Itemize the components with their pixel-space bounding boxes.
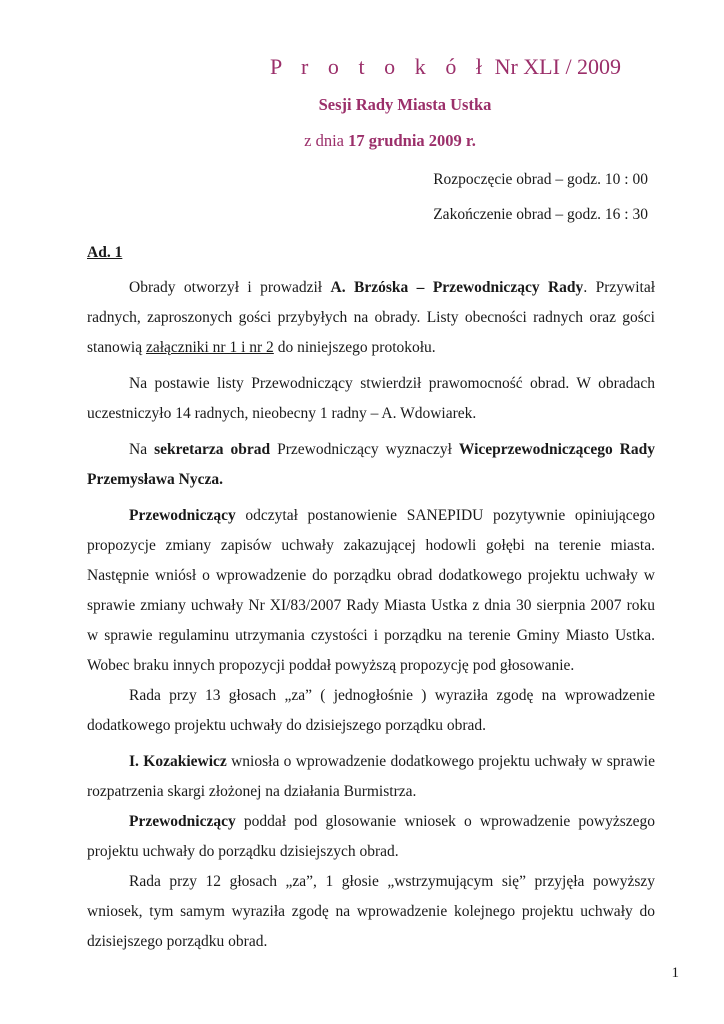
p1-text-e: do niniejszego protokołu. [273, 339, 436, 356]
p1-attachments: załączniki nr 1 i nr 2 [145, 339, 274, 356]
paragraph-vote-2: Rada przy 12 głosach „za”, 1 głosie „wstrzymującym się” przyjęła powyższy wniosek, tym samym wyraziła zgodę na wprowadzenie kolejnego projektu uchwały do dzisiejszego porządku obrad. [87, 873, 655, 950]
p3-secretary-label: sekretarza obrad [154, 441, 271, 458]
paragraph-quorum: Na postawie listy Przewodniczący stwierdził prawomocność obrad. W obradach uczestniczyło 14 radnych, nieobecny 1 radny – A. Wdowiarek. [87, 375, 655, 422]
protocol-title [270, 54, 621, 80]
start-time: Rozpoczęcie obrad – godz. 10 : 00 [433, 171, 648, 188]
p7-chair: Przewodniczący [129, 813, 236, 830]
session-date [0, 131, 724, 151]
p3-text-c: Przewodniczący wyznaczył [270, 441, 459, 458]
date-prefix: z dnia [304, 131, 349, 150]
title-spaced: P r o t o k ó ł [270, 54, 490, 79]
p1-text-a: Obrady otworzył i prowadził [129, 279, 331, 296]
paragraph-kozakiewicz [87, 747, 655, 807]
p1-text-c: . Przywitał radnych, zaproszonych gości przybyłych na obrady. Listy obecności radnych oraz gości stanowią [87, 279, 656, 356]
paragraph-vote-1: Rada przy 13 głosach „za” ( jednogłośnie ) wyraziła zgodę na wprowadzenie dodatkowego projektu uchwały do dzisiejszego porządku obrad. [87, 687, 655, 734]
session-subtitle: Sesji Rady Miasta Ustka [318, 95, 492, 114]
paragraph-secretary [87, 435, 655, 495]
protocol-body [87, 273, 655, 957]
p7-text: poddał pod glosowanie wniosek o wprowadzenie powyższego projektu uchwały do porządku dzisiejszych obrad. [87, 813, 655, 860]
p3-text-a: Na [129, 441, 155, 458]
page-number: 1 [671, 965, 679, 981]
p6-name: I. Kozakiewicz [129, 753, 227, 770]
title-number: Nr XLI / 2009 [489, 54, 622, 79]
paragraph-vote-call [87, 807, 655, 867]
paragraph-sanepid [87, 501, 655, 681]
end-time: Zakończenie obrad – godz. 16 : 30 [433, 206, 648, 223]
p1-chair-name: A. Brzóska – Przewodniczący Rady [330, 279, 584, 296]
date-value: 17 grudnia 2009 r. [348, 131, 476, 150]
section-heading: Ad. 1 [87, 244, 123, 261]
paragraph-opening [87, 273, 655, 363]
p3-vice-chair: Wiceprzewodniczącego Rady Przemysława Nycza. [87, 441, 655, 488]
p6-text: wniosła o wprowadzenie dodatkowego projektu uchwały w sprawie rozpatrzenia skargi złożonej na działania Burmistrza. [87, 753, 655, 800]
p4-text: odczytał postanowienie SANEPIDU pozytywnie opiniującego propozycje zmiany zapisów uchwały zakazującej hodowli gołębi na terenie miasta. Następnie wniósł o wprowadzenie do porządku obrad dodatkowego projektu uchwały w sprawie zmiany uchwały Nr XI/83/2007 Rady Miasta Ustka z dnia 30 sierpnia 2007 roku w sprawie regulaminu utrzymania czystości i porządku na terenie Gminy Miasto Ustka. Wobec braku innych propozycji poddał powyższą propozycję pod głosowanie. [87, 507, 655, 674]
p4-chair: Przewodniczący [129, 507, 236, 524]
